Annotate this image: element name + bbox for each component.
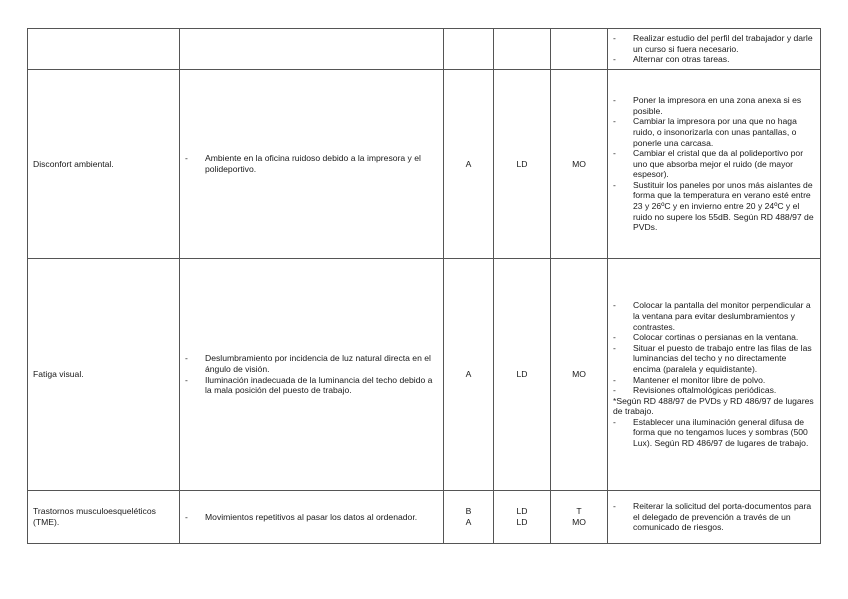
- level-cell: T MO: [551, 491, 608, 544]
- measures-cell: [608, 259, 821, 491]
- measure-item: - Realizar estudio del perfil del trabajador y darle un curso si fuera necesario.: [613, 33, 815, 54]
- cause-item: - Iluminación inadecuada de la luminancia del techo debido a la mala posición del puesto de trabajo.: [185, 375, 438, 396]
- causes-list: [185, 353, 438, 395]
- causes-cell: [180, 70, 444, 259]
- table-row: [28, 259, 821, 491]
- table-row: [28, 29, 821, 70]
- level-cell: [551, 29, 608, 70]
- cause-item: - Deslumbramiento por incidencia de luz natural directa en el ángulo de visión.: [185, 353, 438, 374]
- severity-cell: LD LD: [494, 491, 551, 544]
- table-row: [28, 491, 821, 544]
- measures-list: [613, 33, 815, 65]
- causes-list: [185, 512, 438, 523]
- risk-cell: Fatiga visual.: [28, 259, 180, 491]
- measures-list: [613, 501, 815, 533]
- measures-list: [613, 95, 815, 233]
- measure-item: - Sustituir los paneles por unos más aislantes de forma que la temperatura en verano esté entre 23 y 26ºC y en invierno entre 20 y 24ºC y el ruido no supere los 55dB. Según RD 488/97 de PVDs.: [613, 180, 815, 233]
- measures-cell: [608, 491, 821, 544]
- measure-item: - Establecer una iluminación general difusa de forma que no tengamos luces y sombras (500 Lux). Según RD 486/97 de lugares de trabajo.: [613, 417, 815, 449]
- measure-item: - Poner la impresora en una zona anexa si es posible.: [613, 95, 815, 116]
- severity-cell: [494, 29, 551, 70]
- measures-list: [613, 417, 815, 449]
- measure-item: - Cambiar el cristal que da al polideportivo por uno que absorba mejor el ruido (de mayor espesor).: [613, 148, 815, 180]
- causes-cell: [180, 259, 444, 491]
- regulation-note: *Según RD 488/97 de PVDs y RD 486/97 de lugares de trabajo.: [613, 395, 814, 417]
- measure-item: - Alternar con otras tareas.: [613, 54, 815, 65]
- severity-cell: LD: [494, 259, 551, 491]
- probability-cell: [444, 29, 494, 70]
- risk-cell: Disconfort ambiental.: [28, 70, 180, 259]
- cause-item: - Movimientos repetitivos al pasar los datos al ordenador.: [185, 512, 438, 523]
- causes-cell: [180, 491, 444, 544]
- measure-item: - Revisiones oftalmológicas periódicas.: [613, 385, 815, 396]
- level-cell: MO: [551, 70, 608, 259]
- measure-item: - Colocar la pantalla del monitor perpendicular a la ventana para evitar deslumbramientos y contrastes.: [613, 300, 815, 332]
- risk-cell: [28, 29, 180, 70]
- measure-item: - Mantener el monitor libre de polvo.: [613, 375, 815, 386]
- probability-cell: B A: [444, 491, 494, 544]
- probability-cell: A: [444, 259, 494, 491]
- risk-assessment-table: [27, 28, 821, 544]
- measure-item: - Colocar cortinas o persianas en la ventana.: [613, 332, 815, 343]
- probability-cell: A: [444, 70, 494, 259]
- causes-list: [185, 153, 438, 174]
- cause-item: - Ambiente en la oficina ruidoso debido a la impresora y el polideportivo.: [185, 153, 438, 174]
- measure-item: - Cambiar la impresora por una que no haga ruido, o insonorizarla con unas pantallas, o ponerle una carcasa.: [613, 116, 815, 148]
- severity-cell: LD: [494, 70, 551, 259]
- level-cell: MO: [551, 259, 608, 491]
- risk-cell: Trastornos musculoesqueléticos (TME).: [28, 491, 180, 544]
- causes-cell: [180, 29, 444, 70]
- measure-item: - Reiterar la solicitud del porta-documentos para el delegado de prevención a través de un comunicado de riesgos.: [613, 501, 815, 533]
- table-row: [28, 70, 821, 259]
- measures-cell: [608, 29, 821, 70]
- measures-list: [613, 300, 815, 395]
- measures-cell: [608, 70, 821, 259]
- measure-item: - Situar el puesto de trabajo entre las filas de las luminancias del techo y no directamente encima (paralela y equidistante).: [613, 343, 815, 375]
